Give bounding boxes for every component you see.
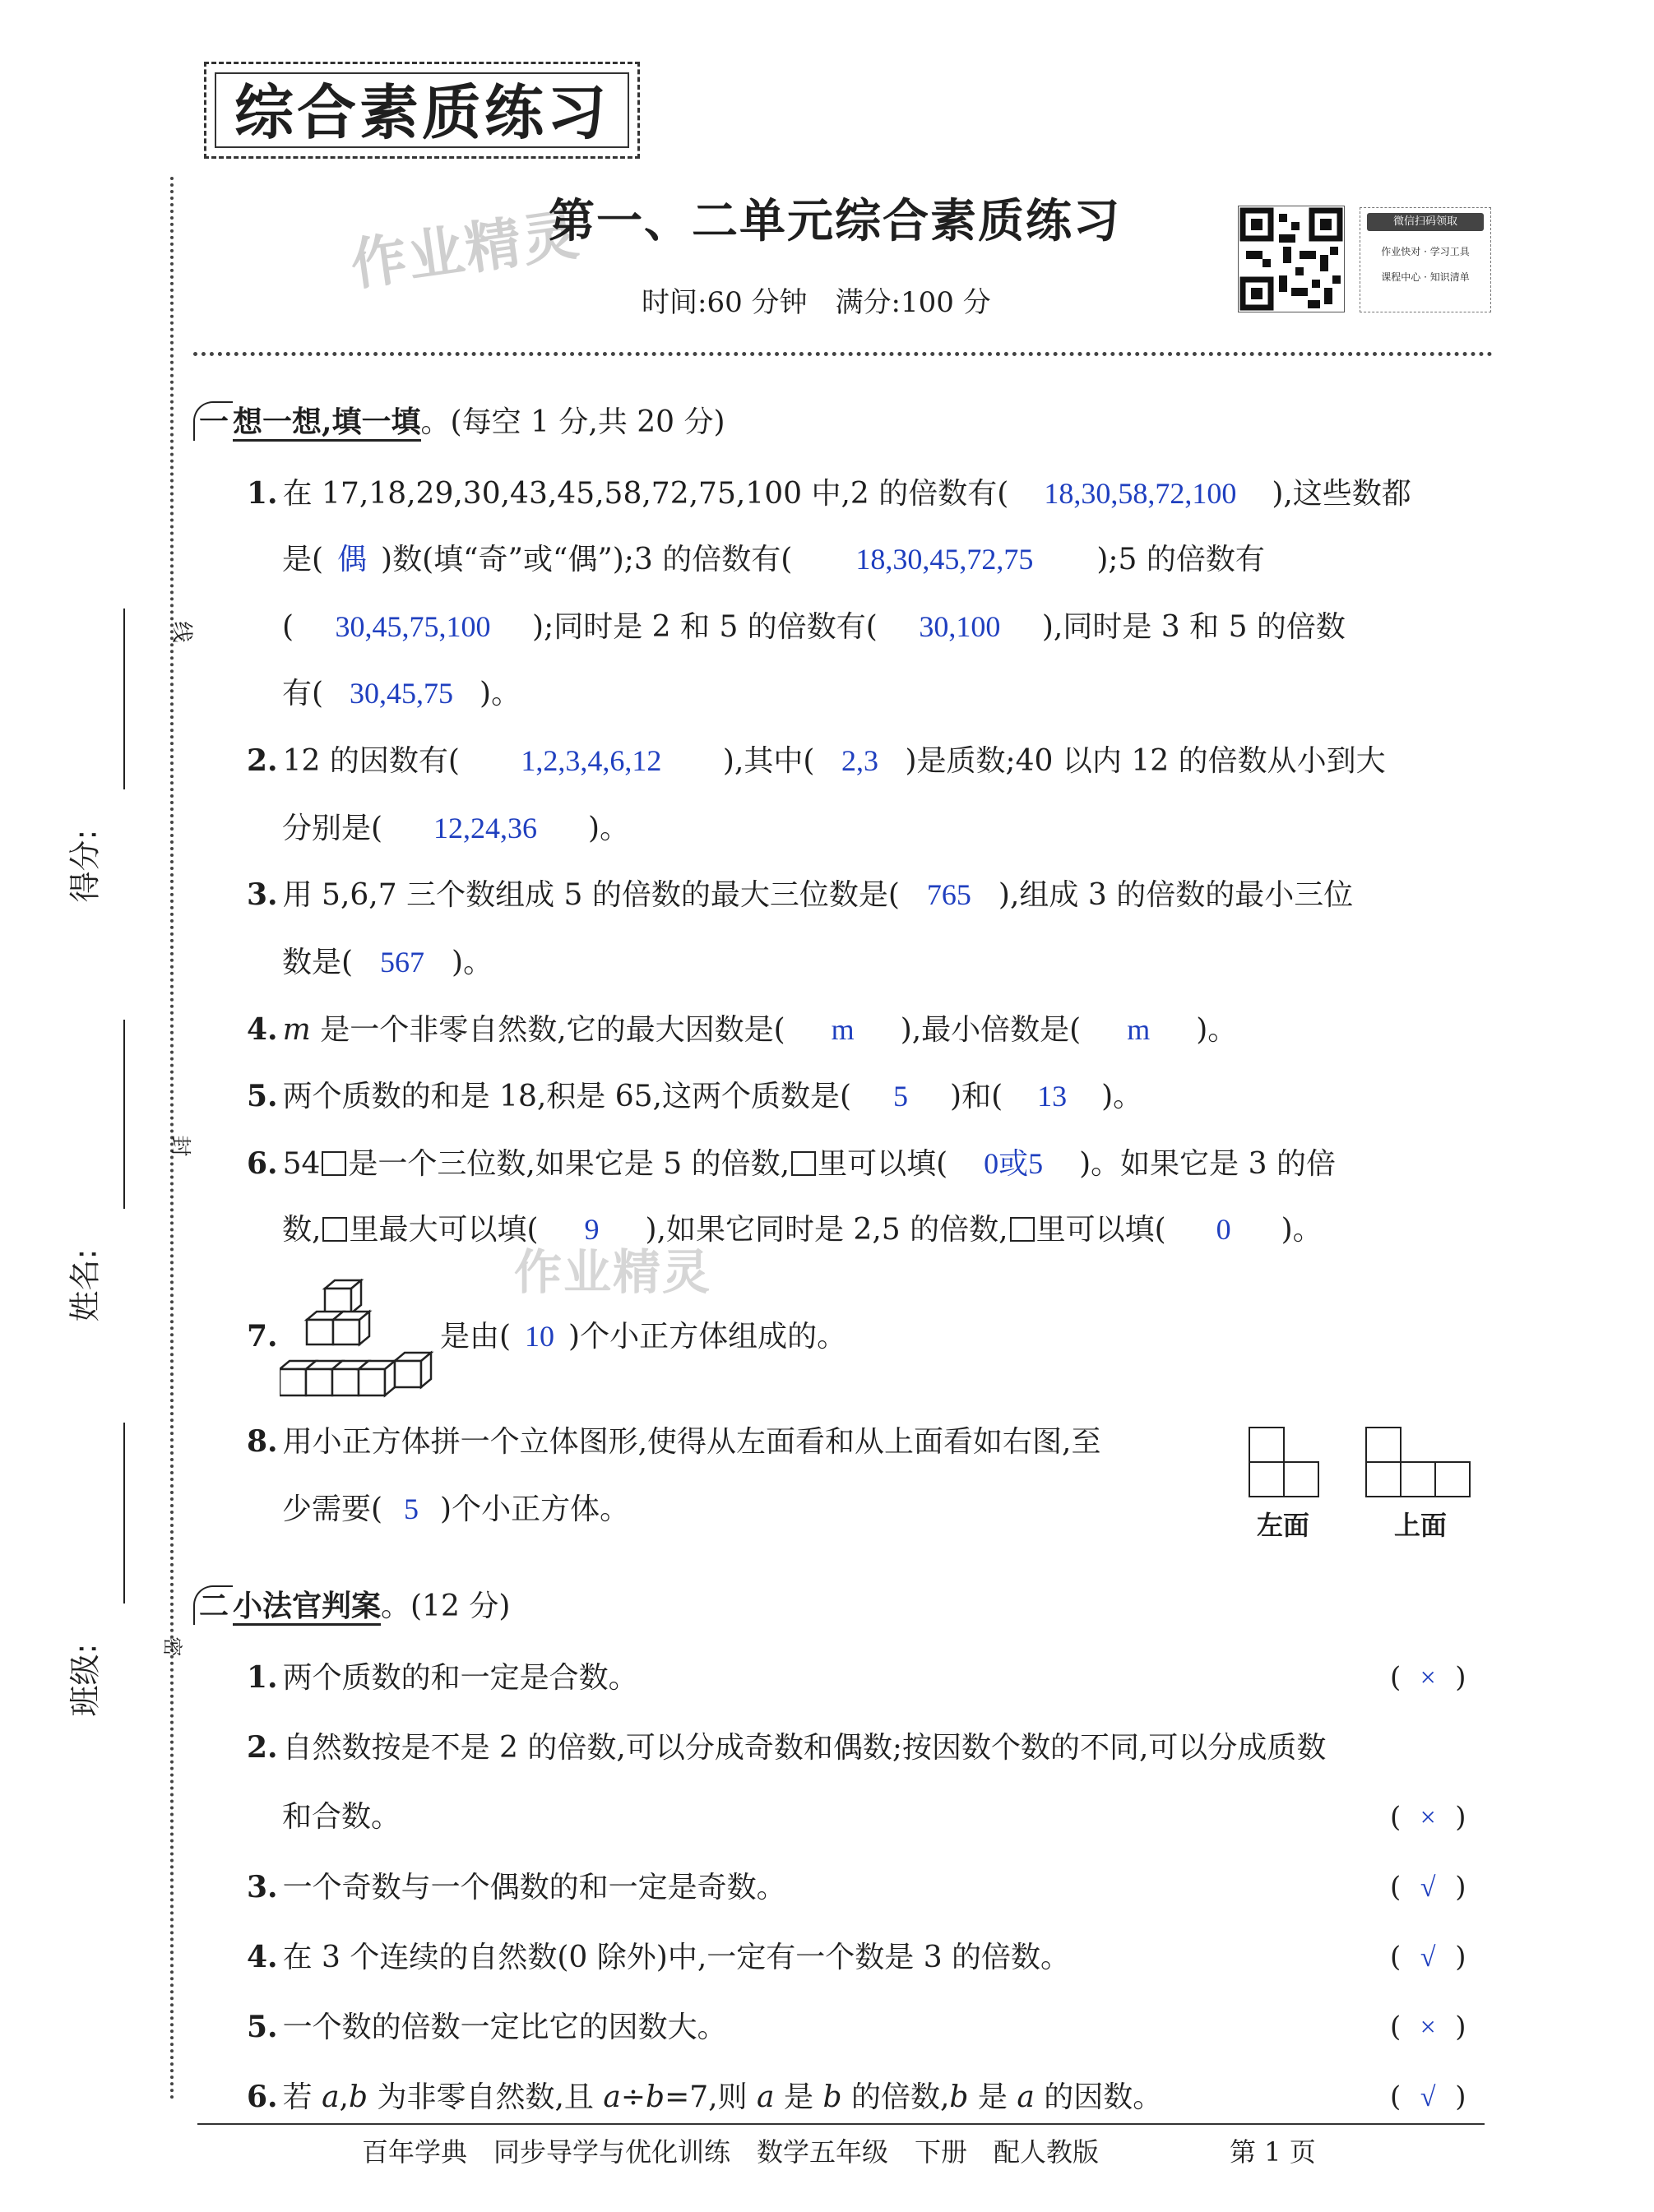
judge-item-2-cont: 和合数。 — [282, 1800, 401, 1834]
q6-blank-box — [322, 1217, 347, 1242]
score-label: 得分: — [82, 592, 123, 863]
q1-line3: ( 30,45,75,100 );同时是 2 和 5 的倍数有( 30,100 ),同时是 3 和 5 的倍数 — [282, 606, 1346, 648]
q6-blank-box — [791, 1151, 816, 1176]
top-view-figure — [1365, 1427, 1489, 1501]
qr-info-box — [1360, 207, 1491, 312]
score-field[interactable] — [123, 609, 125, 789]
name-field[interactable] — [123, 1020, 125, 1209]
view-cell — [1283, 1461, 1319, 1497]
qr-card-title: 微信扫码领取 — [1367, 213, 1484, 231]
q6-line2: 数, 里最大可以填( 9 ),如果它同时是 2,5 的倍数, 里可以填( 0 )。 — [282, 1209, 1323, 1251]
header-divider — [193, 352, 1493, 356]
q6-answer-2: 9 — [584, 1213, 600, 1246]
left-view-figure — [1249, 1427, 1331, 1501]
seal-char-line: 线 — [169, 621, 194, 643]
banner-title: 综合素质练习 — [234, 77, 609, 147]
q1-line1: 1. 在 17,18,29,30,43,45,58,72,75,100 中,2 的倍数有( 18,30,58,72,100 ),这些数都 — [247, 473, 1411, 515]
page-number: 第 1 页 — [1230, 2136, 1316, 2168]
section2-index: 二 — [193, 1585, 233, 1625]
section2-title: 小法官判案 — [233, 1589, 381, 1626]
q2-answer-1: 1,2,3,4,6,12 — [521, 744, 662, 777]
q2-answer-3: 12,24,36 — [433, 812, 538, 845]
q7-answer-1: 10 — [525, 1320, 555, 1353]
banner — [204, 62, 640, 159]
judge-item-5: 5. 一个数的倍数一定比它的因数大。 — [247, 2010, 727, 2044]
time-line: 时间:60 分钟 满分:100 分 — [642, 286, 991, 319]
q2-line2: 分别是( 12,24,36 )。 — [282, 808, 629, 849]
qr-code-icon — [1238, 206, 1345, 312]
q1-answer-2: 偶 — [337, 543, 368, 576]
q6-answer-1: 0或5 — [984, 1147, 1044, 1180]
section1-note: 。(每空 1 分,共 20 分) — [420, 405, 725, 439]
footer-rule — [197, 2123, 1485, 2125]
q1-answer-6: 30,45,75 — [350, 677, 454, 710]
q8-line1: 8. 用小正方体拼一个立体图形,使得从左面看和从上面看如右图,至 — [247, 1424, 1101, 1459]
q6-blank-box — [322, 1151, 346, 1176]
judge-item-6: 6. 若 a,b 为非零自然数,且 a÷b=7,则 a 是 b 的倍数,b 是 a 的因数。 — [247, 2080, 1163, 2114]
left-view-label: 左面 — [1257, 1510, 1310, 1541]
cube-stack-figure — [280, 1279, 444, 1402]
judge-answer-3: ( √ ) — [1390, 1871, 1466, 1904]
q6-answer-3: 0 — [1216, 1213, 1231, 1246]
section1-index: 一 — [193, 401, 233, 441]
q1-answer-1: 18,30,58,72,100 — [1044, 477, 1237, 510]
q8-line2: 少需要( 5 )个小正方体。 — [282, 1488, 629, 1530]
q3-answer-2: 567 — [380, 946, 425, 979]
q6-blank-box — [1010, 1217, 1035, 1242]
q5-answer-1: 5 — [893, 1080, 909, 1113]
judge-answer-5: ( × ) — [1390, 2011, 1466, 2043]
page-title: 第一、二单元综合素质练习 — [549, 194, 1121, 248]
section2-heading — [193, 1583, 510, 1625]
q1-answer-3: 18,30,45,72,75 — [855, 543, 1034, 576]
q1-answer-5: 30,100 — [919, 610, 1001, 643]
watermark-1: 作业精灵 — [346, 201, 584, 299]
qr-card-line2: 课程中心 · 知识清单 — [1381, 271, 1470, 283]
view-cell — [1365, 1461, 1401, 1497]
judge-item-1: 1. 两个质数的和一定是合数。 — [247, 1660, 638, 1695]
judge-item-4: 4. 在 3 个连续的自然数(0 除外)中,一定有一个数是 3 的倍数。 — [247, 1940, 1071, 1974]
section1-heading — [193, 399, 725, 441]
q4-answer-2: m — [1127, 1013, 1151, 1046]
q7-line: 7. — [247, 1319, 278, 1354]
section1-title: 想一想,填一填 — [233, 405, 421, 442]
view-cell — [1249, 1427, 1285, 1463]
section2-note: 。(12 分) — [381, 1590, 511, 1623]
q4-line: 4. m 是一个非零自然数,它的最大因数是( m ),最小倍数是( m )。 — [247, 1009, 1237, 1051]
class-field[interactable] — [123, 1423, 125, 1603]
q1-answer-4: 30,45,75,100 — [335, 610, 491, 643]
judge-item-2: 2. 自然数按是不是 2 的倍数,可以分成奇数和偶数;按因数个数的不同,可以分成质数 — [247, 1730, 1327, 1765]
q2-line1: 2. 12 的因数有( 1,2,3,4,6,12 ),其中( 2,3 )是质数;40 以内 12 的倍数从小到大 — [247, 740, 1386, 782]
q7-text: 是由( 10 )个小正方体组成的。 — [440, 1316, 846, 1358]
q3-line1: 3. 用 5,6,7 三个数组成 5 的倍数的最大三位数是( 765 ),组成 3 的倍数的最小三位 — [247, 874, 1353, 916]
judge-item-3: 3. 一个奇数与一个偶数的和一定是奇数。 — [247, 1870, 786, 1904]
seal-char-seal: 封 — [167, 1135, 192, 1157]
q4-answer-1: m — [831, 1013, 855, 1046]
q3-answer-1: 765 — [926, 878, 971, 911]
q1-line2: 是( 偶 )数(填“奇”或“偶”);3 的倍数有( 18,30,45,72,75 );5 的倍数有 — [282, 539, 1265, 581]
top-view-label: 上面 — [1394, 1510, 1448, 1541]
q8-answer-1: 5 — [404, 1492, 419, 1525]
q2-answer-2: 2,3 — [841, 744, 878, 777]
view-cell — [1400, 1461, 1436, 1497]
qr-card-line1: 作业快对 · 学习工具 — [1381, 246, 1470, 257]
q1-line4: 有( 30,45,75 )。 — [282, 673, 521, 715]
judge-answer-2: ( × ) — [1390, 1801, 1466, 1834]
view-cell — [1249, 1461, 1285, 1497]
judge-answer-6: ( √ ) — [1390, 2080, 1466, 2113]
q3-line2: 数是( 567 )。 — [282, 942, 493, 983]
footer-text: 百年学典 同步导学与优化训练 数学五年级 下册 配人教版 — [362, 2136, 1100, 2168]
view-cell — [1365, 1427, 1401, 1463]
q5-line: 5. 两个质数的和是 18,积是 65,这两个质数是( 5 )和( 13 )。 — [247, 1076, 1142, 1118]
view-cell — [1434, 1461, 1471, 1497]
q6-line1: 6. 54 是一个三位数,如果它是 5 的倍数, 里可以填( 0或5 )。如果它是 3 的倍 — [247, 1143, 1336, 1185]
judge-answer-4: ( √ ) — [1390, 1941, 1466, 1974]
name-label: 姓名: — [82, 995, 123, 1266]
q5-answer-2: 13 — [1037, 1080, 1068, 1113]
seal-char-secret: 密 — [160, 1636, 184, 1657]
qr-card[interactable] — [1238, 204, 1493, 319]
watermark-2: 作业精灵 — [514, 1244, 712, 1300]
judge-answer-1: ( × ) — [1390, 1661, 1466, 1694]
class-label: 班级: — [82, 1398, 123, 1669]
